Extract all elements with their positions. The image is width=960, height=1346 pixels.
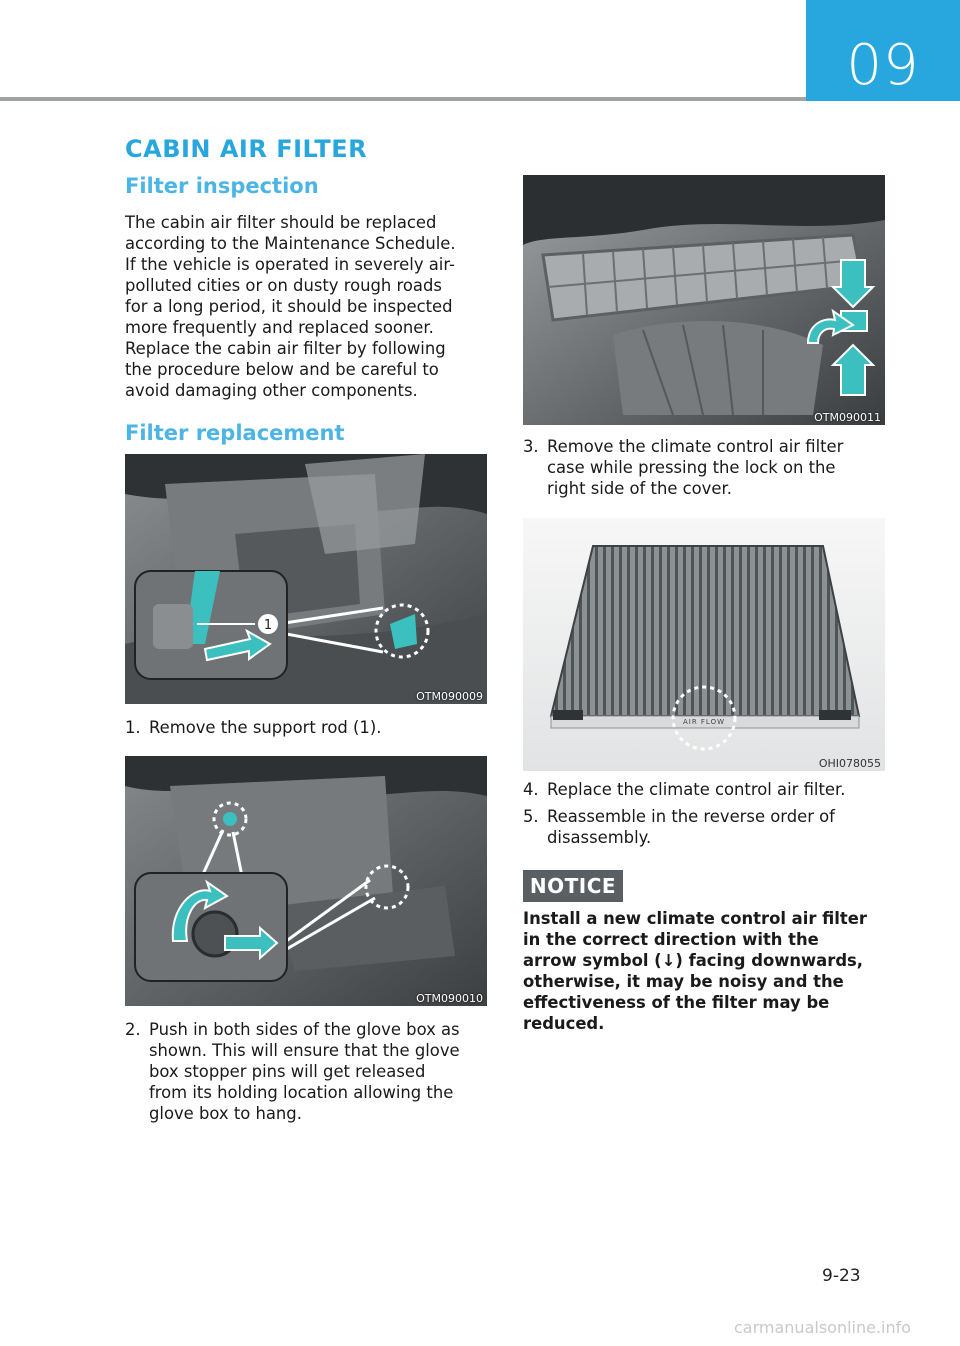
page-number: 9-23 <box>822 1266 861 1286</box>
step-text <box>547 779 845 800</box>
step-line: Remove the support rod (1). <box>149 718 382 737</box>
step-text <box>149 1019 460 1124</box>
step-line: Reassemble in the reverse order of <box>547 807 835 826</box>
step-line: right side of the cover. <box>547 479 732 498</box>
figure-air-filter-illustration <box>523 518 885 771</box>
step-number: 2. <box>125 1020 141 1039</box>
inspection-line: polluted cities or on dusty rough roads <box>125 276 442 295</box>
step-line: box stopper pins will get released <box>149 1062 426 1081</box>
figure-support-rod-illustration <box>125 454 487 704</box>
step-line: Remove the climate control air filter <box>547 437 844 456</box>
step-line: shown. This will ensure that the glove <box>149 1041 460 1060</box>
step-number: 4. <box>523 780 539 799</box>
figure-air-filter <box>523 518 885 771</box>
figure-filter-case-illustration <box>523 175 885 425</box>
figure-code: OTM090010 <box>416 992 483 1005</box>
inspection-heading: Filter inspection <box>125 174 319 198</box>
step-line: case while pressing the lock on the <box>547 458 836 477</box>
step-line: disassembly. <box>547 828 652 847</box>
inspection-line: for a long period, it should be inspected <box>125 297 453 316</box>
inspection-line: If the vehicle is operated in severely air- <box>125 255 455 274</box>
step-text <box>547 806 835 848</box>
notice-line: reduced. <box>523 1014 605 1033</box>
figure-filter-case <box>523 175 885 425</box>
inspection-line: according to the Maintenance Schedule. <box>125 234 456 253</box>
inspection-line: Replace the cabin air filter by following <box>125 339 446 358</box>
inspection-line: avoid damaging other components. <box>125 381 418 400</box>
notice-text <box>523 908 868 1034</box>
inspection-line: The cabin air filter should be replaced <box>125 213 437 232</box>
step-number: 1. <box>125 718 141 737</box>
step-text <box>547 436 843 499</box>
watermark: carmanualsonline.info <box>734 1318 912 1337</box>
figure-glove-box-illustration <box>125 756 487 1006</box>
notice-badge: NOTICE <box>523 870 623 902</box>
step-text <box>149 717 381 738</box>
section-title: CABIN AIR FILTER <box>125 135 368 163</box>
notice-line: effectiveness of the filter may be <box>523 993 830 1012</box>
inspection-text <box>125 212 485 401</box>
inspection-line: more frequently and replaced sooner. <box>125 318 434 337</box>
step-number: 5. <box>523 807 539 826</box>
step-line: Push in both sides of the glove box as <box>149 1020 460 1039</box>
figure-code: OTM090009 <box>416 690 483 703</box>
step-line: from its holding location allowing the <box>149 1083 454 1102</box>
step-line: glove box to hang. <box>149 1104 302 1123</box>
callout-number: 1 <box>263 618 273 633</box>
chapter-number: 09 <box>846 33 920 98</box>
step-line: Replace the climate control air filter. <box>547 780 846 799</box>
step-number: 3. <box>523 437 539 456</box>
notice-line: Install a new climate control air filter <box>523 909 867 928</box>
replacement-heading: Filter replacement <box>125 421 345 445</box>
notice-line: otherwise, it may be noisy and the <box>523 972 844 991</box>
figure-support-rod <box>125 454 487 704</box>
notice-line: in the correct direction with the <box>523 930 819 949</box>
inspection-line: the procedure below and be careful to <box>125 360 439 379</box>
air-flow-label: AIR FLOW <box>682 718 726 726</box>
header-rule <box>0 97 806 101</box>
notice-line: arrow symbol (↓) facing downwards, <box>523 951 864 970</box>
figure-glove-box <box>125 756 487 1006</box>
figure-code: OTM090011 <box>814 411 881 424</box>
figure-code: OHI078055 <box>818 757 881 770</box>
chapter-tab <box>806 0 960 101</box>
